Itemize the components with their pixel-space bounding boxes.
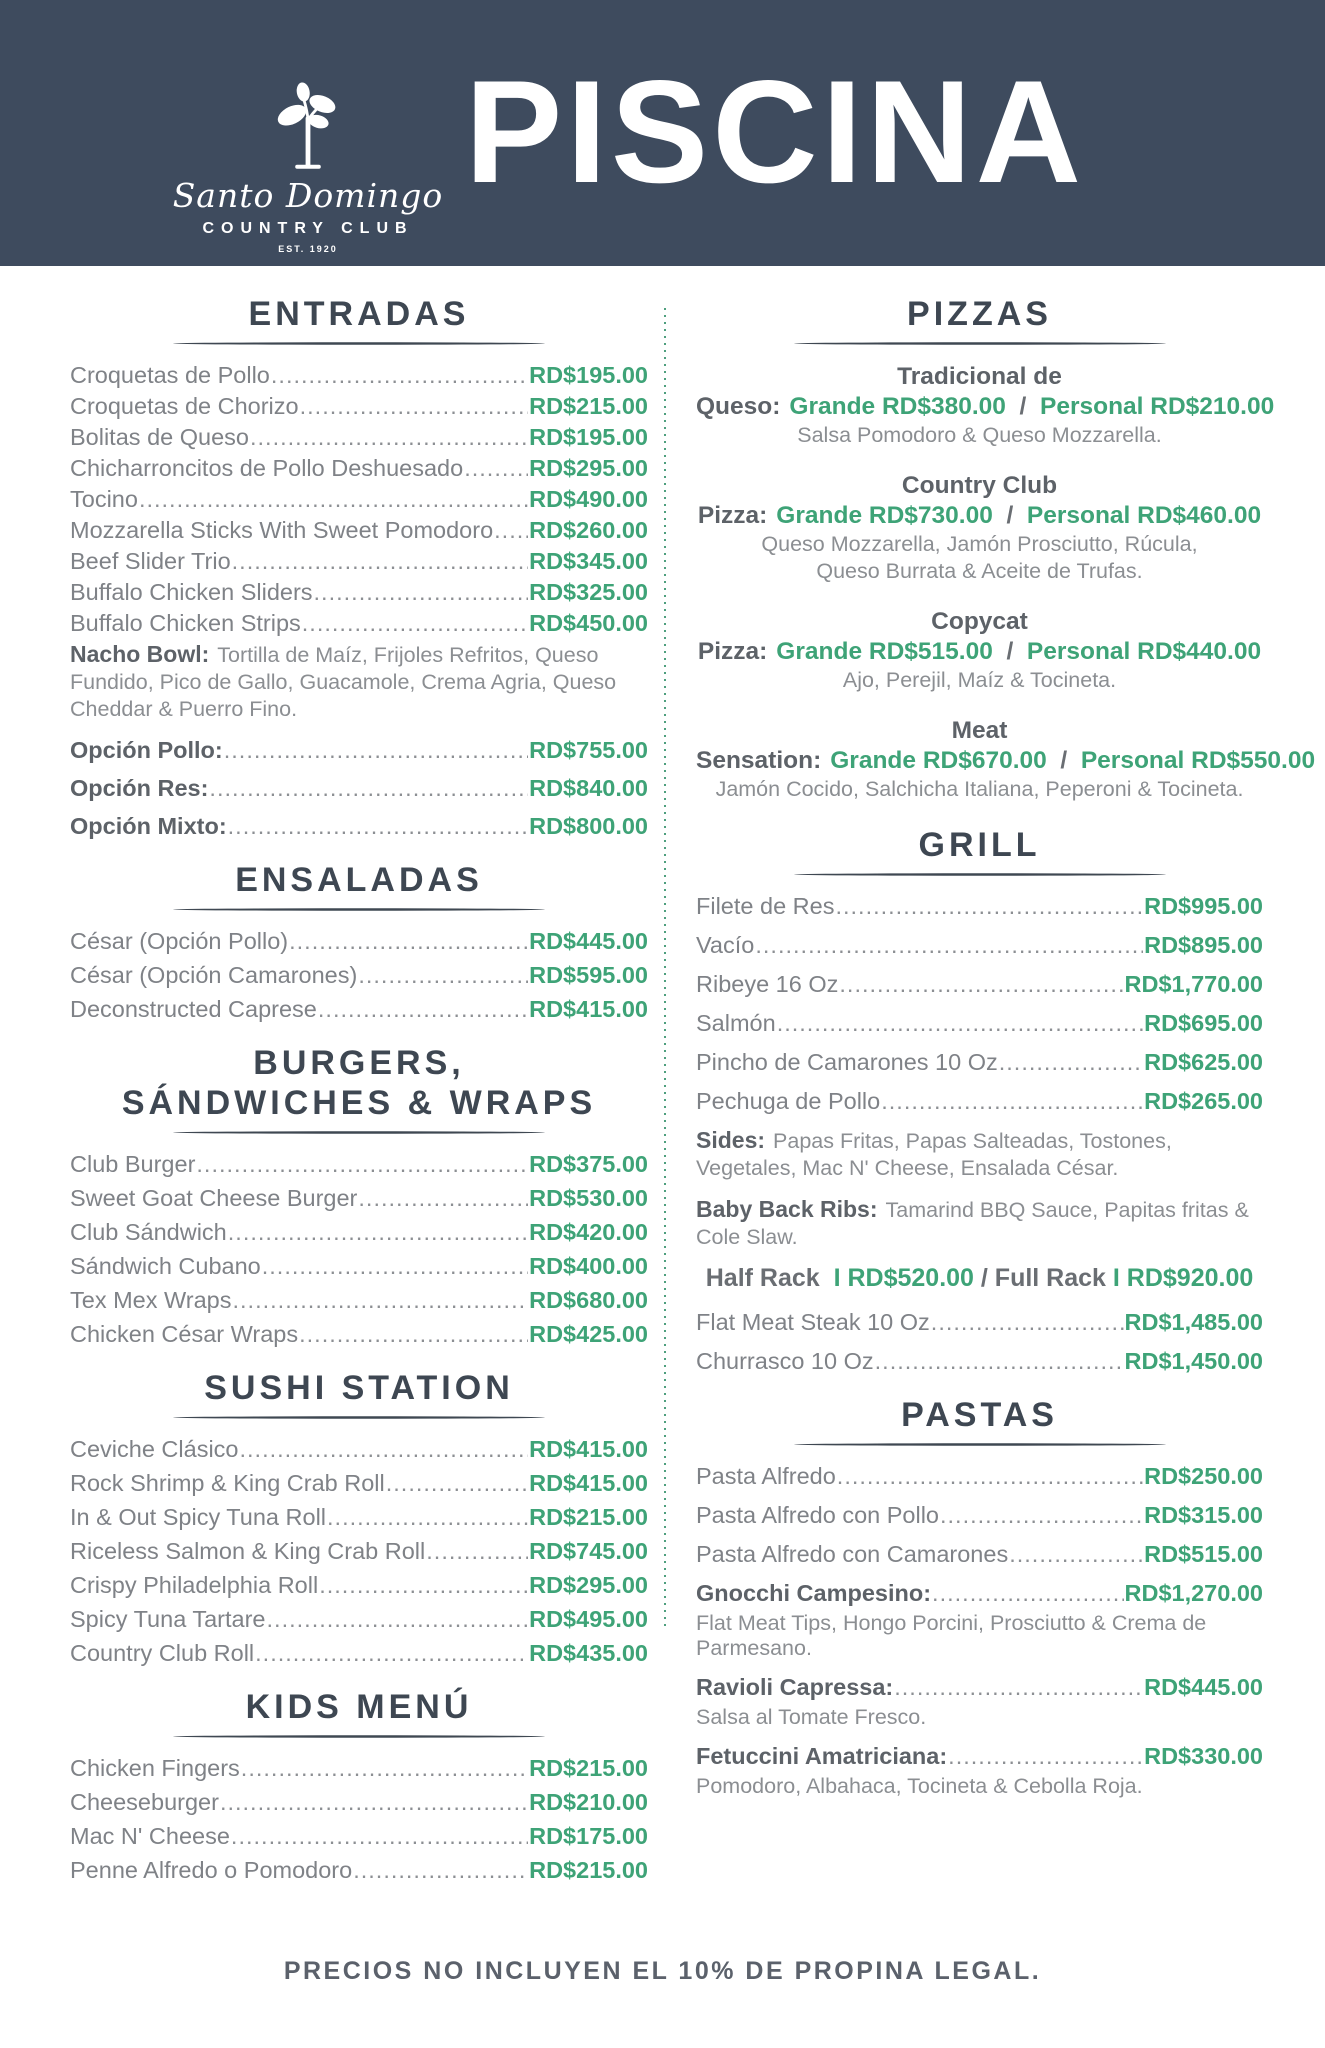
section-header: [70, 1043, 648, 1135]
item-price: RD$325.00: [529, 579, 648, 605]
item-name: Fetuccini Amatriciana:: [696, 1743, 948, 1769]
item-name: In & Out Spicy Tuna Roll: [70, 1504, 327, 1530]
item-price: RD$215.00: [529, 1755, 648, 1781]
item-name: Club Burger: [70, 1151, 196, 1177]
item-name: Opción Pollo:: [70, 737, 223, 763]
section-title: ENTRADAS: [248, 295, 470, 333]
menu-item-row: [70, 1185, 648, 1212]
dot-leader: [271, 362, 528, 389]
menu-item-row: [696, 1743, 1263, 1770]
item-name: Mac N' Cheese: [70, 1823, 230, 1849]
item-description: Flat Meat Tips, Hongo Porcini, Prosciutto & Crema de Parmesano.: [696, 1611, 1207, 1660]
dot-leader: [231, 1823, 528, 1850]
dot-leader: [302, 610, 528, 637]
section-header: [696, 294, 1263, 346]
menu-item-row: [70, 1287, 648, 1314]
menu-item-row: [70, 1504, 648, 1531]
logo-script-name: Santo Domingo: [172, 176, 444, 215]
item-price: RD$1,485.00: [1124, 1309, 1263, 1335]
dot-leader: [881, 1088, 1143, 1115]
pizza-name: Country Club Pizza:: [697, 472, 1058, 529]
club-logo: [158, 80, 458, 254]
menu-item-row: [70, 1470, 648, 1497]
item-name: Chicken Fingers: [70, 1755, 240, 1781]
menu-item-row: [70, 775, 648, 802]
dot-leader: [224, 737, 528, 764]
menu-section: [70, 294, 648, 840]
dot-leader: [894, 1674, 1143, 1701]
section-title: PASTAS: [901, 1396, 1058, 1434]
item-price: RD$695.00: [1144, 1010, 1263, 1036]
item-price: RD$530.00: [529, 1185, 648, 1211]
price-segment: /: [1005, 393, 1040, 420]
item-price: RD$250.00: [1144, 1463, 1263, 1489]
item-price: RD$215.00: [529, 393, 648, 419]
section-title: KIDS MENÚ: [245, 1688, 473, 1726]
item-price: RD$415.00: [529, 996, 648, 1022]
section-underline: [173, 1416, 545, 1419]
dot-leader: [139, 486, 528, 513]
item-name: Buffalo Chicken Strips: [70, 610, 301, 636]
item-name: Ribeye 16 Oz: [696, 971, 839, 997]
item-price: RD$265.00: [1144, 1088, 1263, 1114]
dot-leader: [250, 424, 528, 451]
menu-item-row: [696, 1348, 1263, 1375]
item-price: RD$595.00: [529, 962, 648, 988]
dot-leader: [255, 1640, 528, 1667]
menu-item-row: [70, 1436, 648, 1463]
item-price: RD$495.00: [529, 1606, 648, 1632]
item-name: Sweet Goat Cheese Burger: [70, 1185, 358, 1211]
logo-club-name: COUNTRY CLUB: [202, 220, 414, 237]
menu-section: [696, 825, 1263, 1375]
menu-item-row: [696, 932, 1263, 959]
dot-leader: [358, 962, 528, 989]
item-price: RD$315.00: [1144, 1502, 1263, 1528]
item-price: RD$800.00: [529, 813, 648, 839]
menu-item-row: [696, 1088, 1263, 1115]
dot-leader: [241, 1755, 528, 1782]
pizza-item: [696, 607, 1263, 694]
price-segment: I RD$520.00: [833, 1264, 974, 1292]
price-segment: Full Rack: [994, 1264, 1113, 1292]
item-price: RD$195.00: [529, 362, 648, 388]
price-segment: Grande RD$380.00: [789, 393, 1006, 420]
section-underline: [173, 342, 545, 345]
section-title: BURGERS,: [253, 1044, 465, 1082]
pizza-name-price-line: [696, 716, 1316, 776]
section-header: [70, 1368, 648, 1420]
dot-leader: [267, 1606, 529, 1633]
menu-item-row: [70, 1538, 648, 1565]
dot-leader: [196, 1151, 528, 1178]
note-label: Baby Back Ribs:: [696, 1196, 878, 1222]
dot-leader: [228, 1219, 528, 1246]
item-price: RD$425.00: [529, 1321, 648, 1347]
item-name: Salmón: [696, 1010, 776, 1036]
section-title: PIZZAS: [907, 295, 1052, 333]
item-price: RD$840.00: [529, 775, 648, 801]
item-name: Spicy Tuna Tartare: [70, 1606, 266, 1632]
item-price: RD$1,770.00: [1124, 971, 1263, 997]
pizza-description: Queso Mozzarella, Jamón Prosciutto, Rúcula,: [761, 532, 1198, 556]
dot-leader: [232, 548, 528, 575]
pizza-description: Jamón Cocido, Salchicha Italiana, Peperoni & Tocineta.: [715, 777, 1244, 801]
dot-leader: [299, 1321, 528, 1348]
section-body: [696, 1463, 1263, 1799]
menu-item-row: [70, 393, 648, 420]
menu-item-row: [696, 971, 1263, 998]
price-segment: /: [973, 1264, 995, 1292]
item-description: Salsa al Tomate Fresco.: [696, 1705, 927, 1729]
menu-note: [70, 641, 648, 723]
item-price: RD$895.00: [1144, 932, 1263, 958]
section-header: [696, 1395, 1263, 1447]
dot-leader: [300, 393, 529, 420]
dot-leader: [327, 1504, 528, 1531]
menu-item-row: [70, 1640, 648, 1667]
section-title: GRILL: [918, 826, 1041, 864]
section-header: [70, 294, 648, 346]
item-name: Buffalo Chicken Sliders: [70, 579, 313, 605]
item-price: RD$415.00: [529, 1436, 648, 1462]
section-title: SUSHI STATION: [204, 1369, 514, 1407]
item-name: Rock Shrimp & King Crab Roll: [70, 1470, 385, 1496]
menu-item-row: [70, 424, 648, 451]
section-body: [696, 893, 1263, 1375]
dot-leader: [289, 928, 528, 955]
dot-leader: [464, 455, 528, 482]
item-name: Tocino: [70, 486, 138, 512]
menu-item-row: [696, 1674, 1263, 1701]
menu-item-row: [70, 1789, 648, 1816]
dot-leader: [777, 1010, 1143, 1037]
item-price: RD$375.00: [529, 1151, 648, 1177]
item-name: Flat Meat Steak 10 Oz: [696, 1309, 930, 1335]
note-label: Sides:: [696, 1127, 766, 1153]
section-body: [70, 928, 648, 1023]
item-name: Pasta Alfredo con Camarones: [696, 1541, 1009, 1567]
dot-leader: [940, 1502, 1143, 1529]
pizza-name-price-line: [696, 471, 1263, 531]
item-price: RD$435.00: [529, 1640, 648, 1666]
menu-item-row: [696, 1049, 1263, 1076]
item-price: RD$1,270.00: [1124, 1580, 1263, 1606]
item-name: Vacío: [696, 932, 755, 958]
item-price: RD$295.00: [529, 1572, 648, 1598]
item-price: RD$195.00: [529, 424, 648, 450]
menu-section: [70, 1368, 648, 1667]
menu-note: [696, 1127, 1263, 1182]
pizza-description: Ajo, Perejil, Maíz & Tocineta.: [842, 668, 1117, 692]
section-underline: [173, 908, 545, 911]
header-band: [0, 0, 1325, 266]
pizza-description: Queso Burrata & Aceite de Trufas.: [816, 559, 1143, 583]
price-segment: I RD$920.00: [1112, 1264, 1254, 1292]
menu-section: [696, 1395, 1263, 1799]
dot-leader: [999, 1049, 1143, 1076]
menu-item-row: [696, 1502, 1263, 1529]
menu-item-row: [70, 517, 648, 544]
item-name: Pasta Alfredo: [696, 1463, 836, 1489]
menu-item-row: [70, 1857, 648, 1884]
dot-leader: [318, 996, 528, 1023]
item-price: RD$625.00: [1144, 1049, 1263, 1075]
menu-title: PISCINA: [464, 50, 1086, 213]
menu-item-row: [70, 1606, 648, 1633]
pizza-description: Salsa Pomodoro & Queso Mozzarella.: [797, 423, 1162, 447]
section-body: [70, 362, 648, 840]
menu-item-row: [70, 928, 648, 955]
note-text: Tamarind BBQ Sauce, Papitas fritas & Cole Slaw.: [696, 1198, 1249, 1249]
dot-leader: [1009, 1541, 1143, 1568]
pizza-name: Meat Sensation:: [696, 717, 1008, 774]
note-text: Tortilla de Maíz, Frijoles Refritos, Queso Fundido, Pico de Gallo, Guacamole, Crema Agria, Queso Cheddar & Puerro Fino.: [70, 643, 617, 721]
section-underline: [794, 873, 1166, 876]
item-price: RD$450.00: [529, 610, 648, 636]
menu-item-row: [696, 1010, 1263, 1037]
item-name: Deconstructed Caprese: [70, 996, 317, 1022]
dot-leader: [931, 1309, 1124, 1336]
dot-leader: [209, 775, 528, 802]
item-name: Pasta Alfredo con Pollo: [696, 1502, 939, 1528]
section-header: [70, 860, 648, 912]
section-underline: [173, 1131, 545, 1134]
section-underline: [794, 342, 1166, 345]
dot-leader: [353, 1857, 528, 1884]
menu-item-row: [70, 455, 648, 482]
menu-section: [70, 1043, 648, 1348]
dot-leader: [239, 1436, 528, 1463]
item-name: Chicken César Wraps: [70, 1321, 299, 1347]
menu-item-row: [70, 1572, 648, 1599]
price-segment: Grande RD$670.00: [830, 747, 1047, 774]
menu-item-row: [70, 962, 648, 989]
pizza-item: [696, 716, 1316, 803]
menu-column: [70, 294, 648, 1904]
item-name: César (Opción Pollo): [70, 928, 289, 954]
dot-leader: [426, 1538, 528, 1565]
menu-section: [70, 860, 648, 1023]
section-body: [696, 362, 1316, 803]
pizza-name-price-line: [696, 607, 1263, 667]
dot-leader: [835, 893, 1143, 920]
section-underline: [794, 1443, 1166, 1446]
dot-leader: [386, 1470, 528, 1497]
dot-leader: [839, 971, 1123, 998]
item-name: César (Opción Camarones): [70, 962, 358, 988]
dot-leader: [233, 1287, 529, 1314]
price-segment: /: [1046, 747, 1081, 774]
item-price: RD$210.00: [529, 1789, 648, 1815]
item-name: Club Sándwich: [70, 1219, 227, 1245]
menu-item-row: [70, 1823, 648, 1850]
menu-item-row: [70, 548, 648, 575]
pizza-name-price-line: [696, 362, 1275, 422]
item-price: RD$755.00: [529, 737, 648, 763]
item-name: Croquetas de Chorizo: [70, 393, 299, 419]
price-segment: Half Rack: [705, 1264, 834, 1292]
item-name: Pechuga de Pollo: [696, 1088, 881, 1114]
menu-item-row: [70, 362, 648, 389]
section-body: [70, 1151, 648, 1348]
item-price: RD$445.00: [1144, 1674, 1263, 1700]
item-name: Mozzarella Sticks With Sweet Pomodoro: [70, 517, 494, 543]
dot-leader: [494, 517, 528, 544]
menu-item-row: [70, 1253, 648, 1280]
item-name: Gnocchi Campesino:: [696, 1580, 932, 1606]
item-name: Chicharroncitos de Pollo Deshuesado: [70, 455, 464, 481]
price-segment: Grande RD$730.00: [776, 502, 993, 529]
menu-item-row: [696, 1541, 1263, 1568]
dot-leader: [932, 1580, 1123, 1607]
note-text: Papas Fritas, Papas Salteadas, Tostones, Vegetales, Mac N' Cheese, Ensalada César.: [696, 1129, 1172, 1180]
pizza-item: [696, 362, 1275, 449]
menu-columns: [0, 266, 1325, 1904]
palm-tree-icon: [270, 80, 346, 176]
section-header: [70, 1687, 648, 1739]
item-price: RD$445.00: [529, 928, 648, 954]
section-underline: [173, 1735, 545, 1738]
section-header: [696, 825, 1263, 877]
menu-item-row: [70, 996, 648, 1023]
item-price: RD$490.00: [529, 486, 648, 512]
pizza-name: Tradicional de Queso:: [696, 363, 1062, 420]
item-name: Crispy Philadelphia Roll: [70, 1572, 319, 1598]
dot-leader: [948, 1743, 1143, 1770]
item-name: Ravioli Capressa:: [696, 1674, 894, 1700]
section-body: [70, 1755, 648, 1884]
item-name: Bolitas de Queso: [70, 424, 249, 450]
menu-item-row: [70, 1755, 648, 1782]
item-name: Opción Mixto:: [70, 813, 227, 839]
menu-section: [696, 294, 1316, 803]
section-title: SÁNDWICHES & WRAPS: [121, 1084, 597, 1122]
item-name: Cheeseburger: [70, 1789, 219, 1815]
logo-est-year: EST. 1920: [278, 244, 338, 254]
dot-leader: [319, 1572, 528, 1599]
price-segment: Personal RD$460.00: [1026, 502, 1262, 529]
rack-price-line: [696, 1263, 1263, 1293]
item-price: RD$215.00: [529, 1504, 648, 1530]
item-name: Beef Slider Trio: [70, 548, 231, 574]
dot-leader: [262, 1253, 528, 1280]
dot-leader: [755, 932, 1143, 959]
item-name: Opción Res:: [70, 775, 209, 801]
dot-leader: [220, 1789, 528, 1816]
column-divider: [664, 308, 666, 1628]
dot-leader: [228, 813, 528, 840]
item-name: Riceless Salmon & King Crab Roll: [70, 1538, 426, 1564]
menu-note: [696, 1196, 1263, 1251]
item-price: RD$295.00: [529, 455, 648, 481]
item-name: Filete de Res: [696, 893, 835, 919]
item-name: Churrasco 10 Oz: [696, 1348, 874, 1374]
item-price: RD$745.00: [529, 1538, 648, 1564]
item-price: RD$260.00: [529, 517, 648, 543]
menu-item-row: [70, 813, 648, 840]
section-body: [70, 1436, 648, 1667]
price-segment: /: [992, 502, 1027, 529]
item-price: RD$1,450.00: [1124, 1348, 1263, 1374]
item-price: RD$415.00: [529, 1470, 648, 1496]
item-name: Tex Mex Wraps: [70, 1287, 232, 1313]
note-label: Nacho Bowl:: [70, 641, 210, 667]
item-name: Sándwich Cubano: [70, 1253, 261, 1279]
item-name: Penne Alfredo o Pomodoro: [70, 1857, 353, 1883]
menu-item-row: [696, 1463, 1263, 1490]
item-price: RD$345.00: [529, 548, 648, 574]
price-segment: Grande RD$515.00: [776, 638, 993, 665]
item-name: Country Club Roll: [70, 1640, 255, 1666]
menu-item-row: [70, 579, 648, 606]
menu-item-row: [696, 893, 1263, 920]
item-price: RD$215.00: [529, 1857, 648, 1883]
price-segment: /: [992, 638, 1027, 665]
menu-item-row: [70, 737, 648, 764]
menu-item-row: [70, 1151, 648, 1178]
footer-note: PRECIOS NO INCLUYEN EL 10% DE PROPINA LEGAL.: [283, 1957, 1042, 1985]
menu-item-row: [696, 1309, 1263, 1336]
pizza-item: [696, 471, 1263, 585]
pizza-name: Copycat Pizza:: [697, 608, 1028, 665]
item-price: RD$175.00: [529, 1823, 648, 1849]
dot-leader: [837, 1463, 1143, 1490]
item-price: RD$420.00: [529, 1219, 648, 1245]
menu-item-row: [70, 610, 648, 637]
price-segment: Personal RD$550.00: [1080, 747, 1316, 774]
menu-item-row: [70, 486, 648, 513]
menu-item-row: [696, 1580, 1263, 1607]
item-price: RD$400.00: [529, 1253, 648, 1279]
dot-leader: [314, 579, 529, 606]
item-description: Pomodoro, Albahaca, Tocineta & Cebolla Roja.: [696, 1774, 1143, 1798]
item-price: RD$995.00: [1144, 893, 1263, 919]
menu-item-row: [70, 1321, 648, 1348]
item-price: RD$330.00: [1144, 1743, 1263, 1769]
item-price: RD$680.00: [529, 1287, 648, 1313]
item-price: RD$515.00: [1144, 1541, 1263, 1567]
item-name: Ceviche Clásico: [70, 1436, 239, 1462]
section-title: ENSALADAS: [235, 861, 483, 899]
item-name: Pincho de Camarones 10 Oz: [696, 1049, 998, 1075]
menu-section: [70, 1687, 648, 1884]
dot-leader: [875, 1348, 1124, 1375]
menu-column: [696, 294, 1316, 1904]
menu-item-row: [70, 1219, 648, 1246]
dot-leader: [358, 1185, 528, 1212]
price-segment: Personal RD$210.00: [1039, 393, 1275, 420]
price-segment: Personal RD$440.00: [1026, 638, 1262, 665]
item-name: Croquetas de Pollo: [70, 362, 270, 388]
